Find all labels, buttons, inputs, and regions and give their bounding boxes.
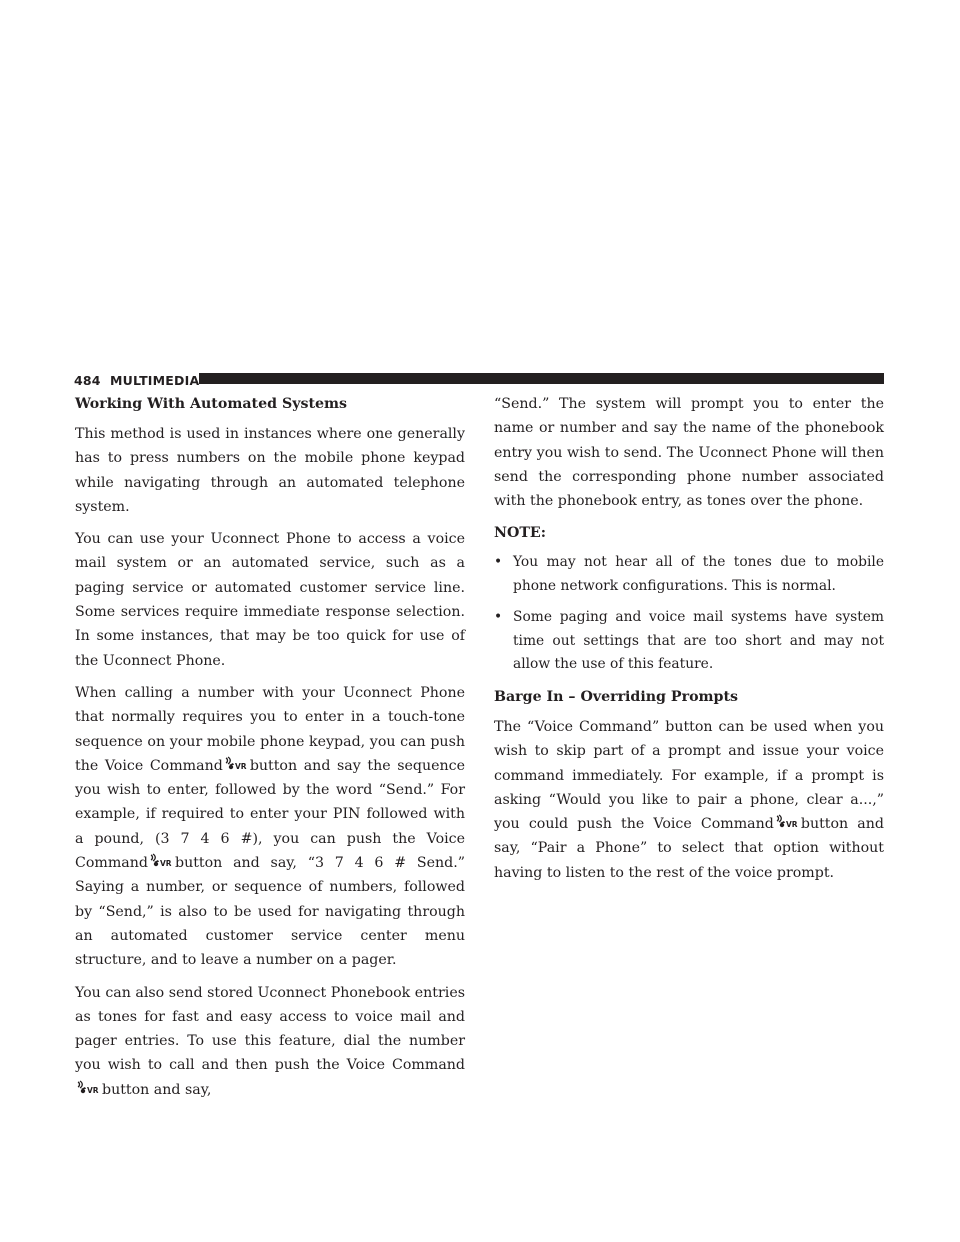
list-item [494, 606, 884, 677]
bullet: • [494, 609, 503, 626]
paragraph-send-continued: “Send.” The system will prompt you to enter the name or number and say the name of the phonebook entry you wish to send. The Uconnect Phone will then send the corresponding phone number associated with the phonebook entry, as tones over the phone. [494, 396, 884, 510]
svg-text:VR: VR [785, 820, 798, 830]
right-column [494, 392, 884, 893]
paragraph-barge-in [494, 715, 884, 885]
svg-text:VR: VR [159, 859, 172, 869]
text-segment: button and say, “3 7 4 6 # Send.” Saying a number, or sequence of numbers, followed by “Send,” is also to be used for navigating through an automated customer service center menu structure, and to leave a number on a pager. [75, 855, 465, 969]
voice-command-icon [224, 756, 248, 771]
paragraph-voice-mail: You can use your Uconnect Phone to access a voice mail system or an automated service, such as a paging service or automated customer service line. Some services require immediate response selection. In some instances, that may be too quick for use of the Uconnect Phone. [75, 531, 465, 669]
voice-command-icon [775, 814, 799, 829]
left-column [75, 392, 465, 1110]
page-header [74, 368, 884, 390]
note-list [494, 551, 884, 677]
note-text: You may not hear all of the tones due to mobile phone network configurations. This is normal. [513, 554, 884, 594]
header-rule [199, 373, 884, 384]
text-segment: The “Voice Command” button can be used when you wish to skip part of a prompt and issue your voice command immediately. For example, if a prompt is asking “Would you like to pair a phone, clear a...,” you could push the Voice Command [494, 718, 884, 833]
paragraph-touch-tone [75, 681, 465, 973]
text-segment: button and say the sequence you wish to enter, followed by the word “Send.” For example, if required to enter your PIN followed with a pound, (3 7 4 6 #), you can push the Voice Command [75, 757, 465, 872]
section-title: MULTIMEDIA [110, 373, 200, 388]
note-text: Some paging and voice mail systems have system time out settings that are too short and may not allow the use of this feature. [513, 609, 884, 673]
svg-text:VR: VR [87, 1085, 99, 1095]
list-item [494, 551, 884, 598]
svg-text:VR: VR [234, 761, 247, 771]
voice-command-icon [149, 853, 173, 868]
text-segment: You can also send stored Uconnect Phonebook entries as tones for fast and easy access to voice mail and pager entries. To use this feature, dial the number you wish to call and then push the Voice Command [75, 984, 465, 1074]
heading-barge-in: Barge In – Overriding Prompts [494, 688, 739, 705]
text-segment: When calling a number with your Uconnect Phone that normally requires you to enter in a touch-tone sequence on your mobile phone keypad, you can push the Voice Command [75, 684, 465, 774]
paragraph-phonebook-tones [75, 981, 465, 1102]
text-segment: button and say, [102, 1081, 212, 1098]
paragraph-method: This method is used in instances where one generally has to press numbers on the mobile phone keypad while navigating through an automated telephone system. [75, 426, 465, 515]
heading-automated-systems: Working With Automated Systems [75, 396, 348, 412]
bullet: • [494, 554, 503, 571]
text-segment: button and say, “Pair a Phone” to select that option without having to listen to the rest of the voice prompt. [494, 816, 884, 881]
page-number: 484 [74, 373, 101, 388]
note-label: NOTE: [494, 525, 546, 542]
voice-command-icon [76, 1080, 100, 1095]
